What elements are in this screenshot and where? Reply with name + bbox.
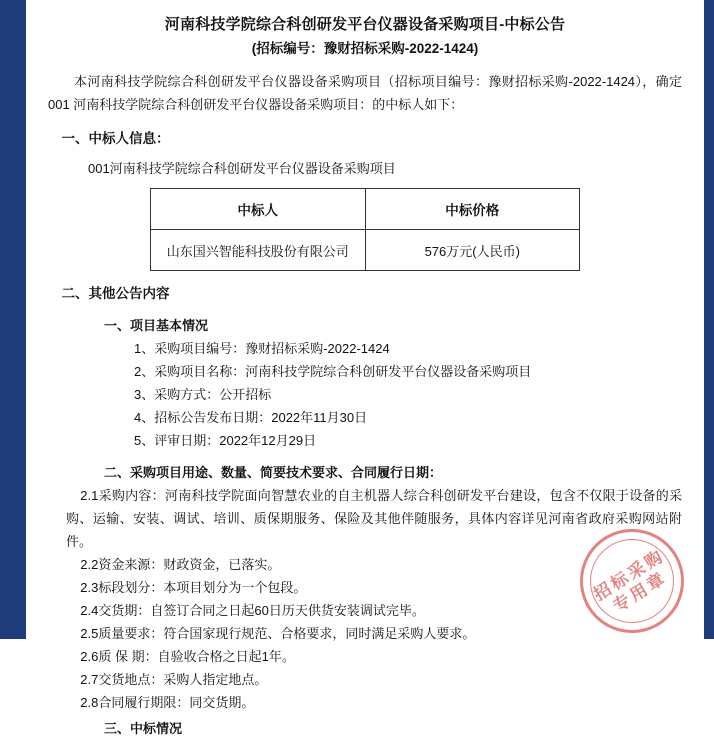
basic-info-item-5: 5、评审日期：2022年12月29日	[134, 433, 317, 448]
right-decorative-bar	[704, 0, 714, 639]
subsection-heading-basic-info: 一、项目基本情况	[104, 318, 209, 333]
table-cell-price: 576万元(人民币)	[365, 230, 580, 271]
purpose-item-7: 2.7交货地点：采购人指定地点。	[80, 672, 268, 687]
page-title: 河南科技学院综合科创研发平台仪器设备采购项目-中标公告	[164, 16, 566, 33]
table-header-winner: 中标人	[151, 189, 366, 230]
basic-info-item-2: 2、采购项目名称：河南科技学院综合科创研发平台仪器设备采购项目	[134, 364, 532, 379]
table-row	[151, 230, 580, 271]
basic-info-item-3: 3、采购方式：公开招标	[134, 387, 272, 402]
purpose-item-8: 2.8合同履行期限：同交货期。	[80, 695, 255, 710]
award-table	[150, 188, 580, 271]
table-header-row	[151, 189, 580, 230]
section-heading-other-content: 二、其他公告内容	[61, 286, 170, 301]
table-header-price: 中标价格	[365, 189, 580, 230]
purpose-item-5: 2.5质量要求：符合国家现行规范、合格要求，同时满足采购人要求。	[80, 626, 476, 641]
purpose-item-4: 2.4交货期：自签订合同之日起60日历天供货安装调试完毕。	[80, 603, 425, 618]
section-winner-project-name: 001河南科技学院综合科创研发平台仪器设备采购项目	[88, 161, 396, 176]
purpose-item-1: 2.1采购内容：河南科技学院面向智慧农业的自主机器人综合科创研发平台建设，包含不仅限于设备的采购、运输、安装、调试、培训、质保期服务、保险及其他伴随服务，具体内容详见河南省政府采购网站附件。	[66, 488, 682, 549]
subsection-heading-purpose: 二、采购项目用途、数量、简要技术要求、合同履行日期：	[104, 465, 443, 480]
subsection-heading-award-status: 三、中标情况	[104, 721, 183, 736]
purpose-item-6: 2.6质 保 期：自验收合格之日起1年。	[80, 649, 295, 664]
basic-info-item-1: 1、采购项目编号：豫财招标采购-2022-1424	[134, 341, 390, 356]
intro-paragraph: 本河南科技学院综合科创研发平台仪器设备采购项目（招标项目编号：豫财招标采购-2022-1424），确定001 河南科技学院综合科创研发平台仪器设备采购项目：的中标人如下：	[48, 74, 682, 112]
section-heading-winner-info: 一、中标人信息：	[61, 131, 170, 146]
official-seal-stamp	[580, 529, 684, 633]
seal-text: 招标采购 专用章	[590, 545, 671, 617]
purpose-item-3: 2.3标段划分：本项目划分为一个包段。	[80, 580, 307, 595]
basic-info-item-4: 4、招标公告发布日期：2022年11月30日	[134, 410, 368, 425]
table-cell-winner: 山东国兴智能科技股份有限公司	[151, 230, 366, 271]
purpose-item-2: 2.2资金来源：财政资金，已落实。	[80, 557, 281, 572]
page-subtitle: (招标编号：豫财招标采购-2022-1424)	[251, 41, 479, 56]
left-decorative-bar	[0, 0, 26, 639]
